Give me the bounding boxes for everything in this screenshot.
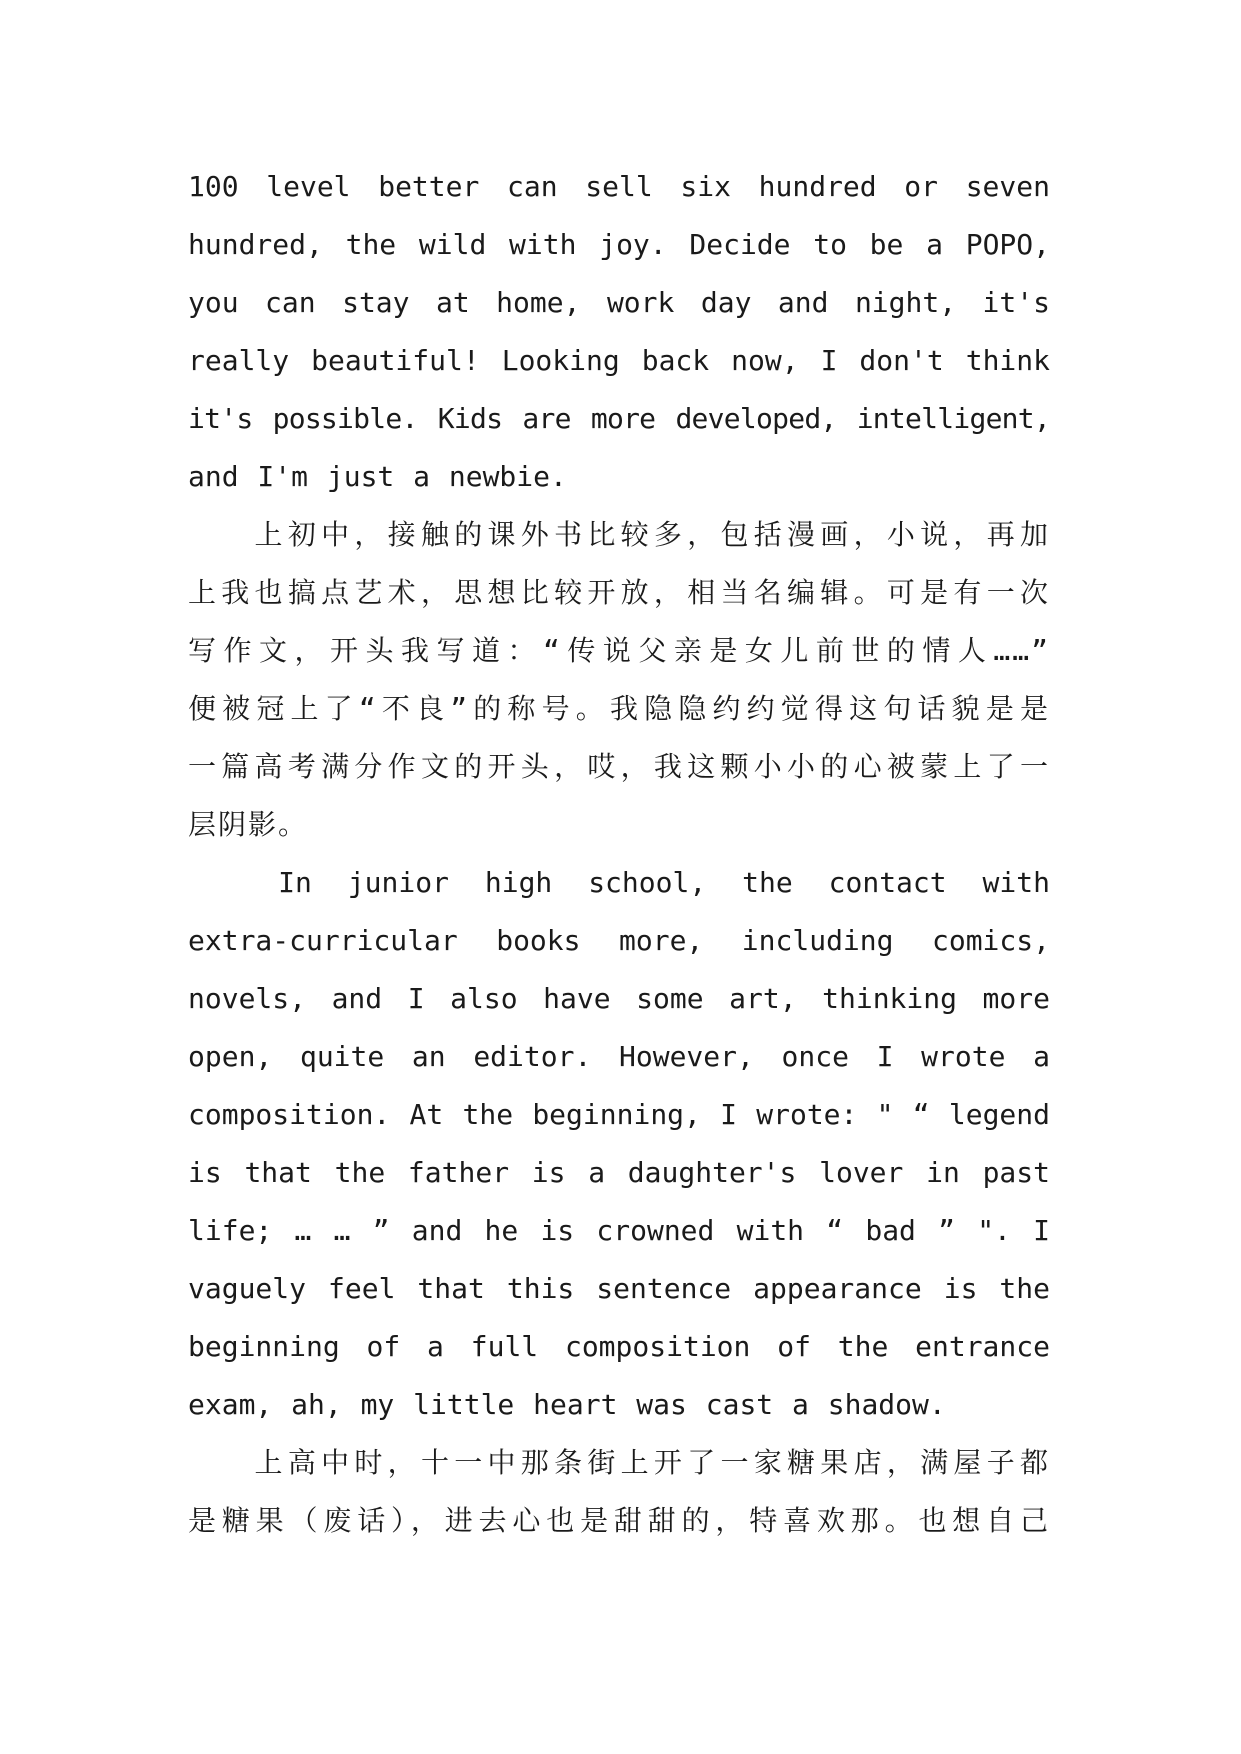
- text-line: life; … … ” and he is crowned with “ bad ” ". I: [188, 1214, 1050, 1247]
- paragraph-english-1: [188, 158, 1050, 506]
- text-line: 上初中，接触的课外书比较多，包括漫画，小说，再加: [188, 518, 1050, 551]
- document-page: [188, 158, 1050, 1550]
- text-line: composition. At the beginning, I wrote: " “ legend: [188, 1098, 1050, 1131]
- text-line: really beautiful! Looking back now, I don't think: [188, 344, 1050, 377]
- text-line: beginning of a full composition of the entrance: [188, 1330, 1050, 1363]
- text-line: 是糖果（废话），进去心也是甜甜的，特喜欢那。也想自己: [188, 1504, 1050, 1537]
- text-line: is that the father is a daughter's lover in past: [188, 1156, 1050, 1189]
- paragraph-chinese-1: [188, 506, 1050, 854]
- text-line: extra-curricular books more, including comics,: [188, 924, 1050, 957]
- paragraph-english-2: [188, 854, 1050, 1434]
- text-line: 100 level better can sell six hundred or seven: [188, 170, 1050, 203]
- text-line: novels, and I also have some art, thinking more: [188, 982, 1050, 1015]
- paragraph-chinese-2: [188, 1434, 1050, 1550]
- text-line: exam, ah, my little heart was cast a shadow.: [188, 1388, 946, 1421]
- text-line: In junior high school, the contact with: [188, 866, 1050, 899]
- text-line: hundred, the wild with joy. Decide to be a POPO,: [188, 228, 1050, 261]
- text-line: it's possible. Kids are more developed, intelligent,: [188, 402, 1050, 435]
- text-line: 便被冠上了“不良”的称号。我隐隐约约觉得这句话貌是是: [188, 692, 1050, 725]
- text-line: 上我也搞点艺术，思想比较开放，相当名编辑。可是有一次: [188, 576, 1050, 609]
- text-line: 一篇高考满分作文的开头，哎，我这颗小小的心被蒙上了一: [188, 750, 1050, 783]
- text-line: and I'm just a newbie.: [188, 460, 567, 493]
- text-line: vaguely feel that this sentence appearance is the: [188, 1272, 1050, 1305]
- text-line: you can stay at home, work day and night, it's: [188, 286, 1050, 319]
- text-line: 写作文，开头我写道：“传说父亲是女儿前世的情人……”: [188, 634, 1050, 667]
- text-line: open, quite an editor. However, once I wrote a: [188, 1040, 1050, 1073]
- text-line: 层阴影。: [188, 808, 309, 841]
- text-line: 上高中时，十一中那条街上开了一家糖果店，满屋子都: [188, 1446, 1050, 1479]
